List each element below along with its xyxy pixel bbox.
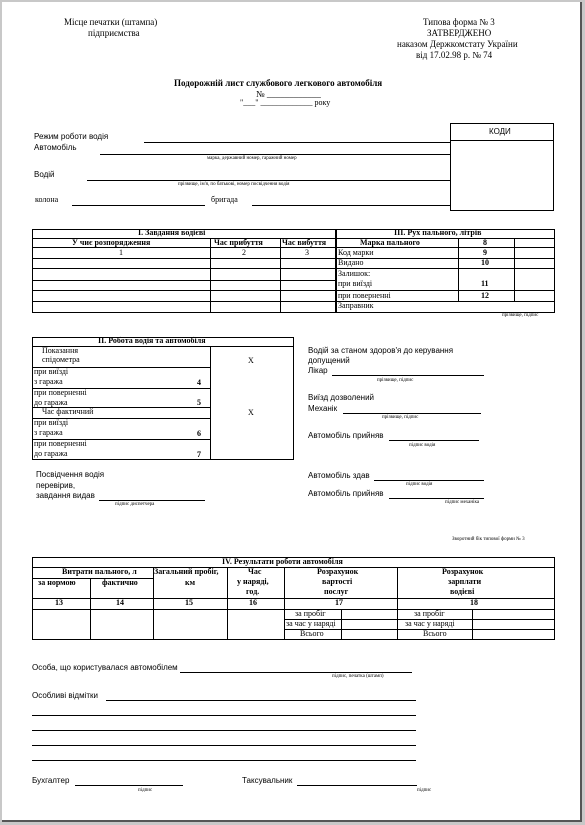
work-exit-label-4: з гаража	[34, 428, 63, 437]
approved-label: ЗАТВЕРДЖЕНО	[427, 28, 492, 38]
form-number: Типова форма № 3	[423, 17, 495, 27]
person-field[interactable]	[180, 672, 412, 673]
accepted-2-hint: підпис механіка	[445, 500, 480, 505]
mechanic-field[interactable]	[343, 413, 481, 414]
results-hours-1: Час	[248, 567, 262, 576]
work-odo-label-2: спідометра	[42, 355, 80, 364]
notes-label: Особливі відмітки	[32, 691, 98, 700]
notes-line-1[interactable]	[106, 700, 416, 701]
results-num-16: 16	[249, 598, 257, 607]
accepted-label: Автомобіль прийняв	[308, 431, 384, 440]
calc-run-label: за пробіг	[295, 609, 326, 618]
task-col-depart: Час вибуття	[282, 238, 327, 247]
work-ret-label-4: до гаража	[34, 449, 68, 458]
cert-label-2: перевірив,	[36, 481, 76, 490]
fueler-label: Заправник	[338, 301, 374, 310]
taxer-label: Таксувальник	[242, 776, 293, 785]
fuel-exit-label: при виїзді	[338, 279, 373, 288]
enterprise-label: підприємства	[88, 28, 140, 38]
task-num-1: 1	[119, 248, 123, 257]
work-mode-field[interactable]	[144, 142, 450, 143]
mechanic-hint: прізвище, підпис	[382, 415, 419, 420]
notes-line-3[interactable]	[32, 730, 416, 731]
work-num-7: 7	[197, 450, 201, 459]
salary-run-label: за пробіг	[414, 609, 445, 618]
results-title: IV. Результати роботи автомобіля	[222, 557, 343, 566]
work-x-2: Х	[248, 408, 254, 417]
doctor-field[interactable]	[332, 375, 484, 376]
salary-total-label: Всього	[423, 629, 447, 638]
cert-label-3: завдання видав	[36, 491, 95, 500]
salary-time-label: за час у наряді	[405, 619, 455, 628]
results-fuel-use: Витрати пального, л	[62, 567, 137, 576]
fuel-code-label: Код марки	[338, 248, 374, 257]
doctor-label: Лікар	[308, 366, 328, 375]
task-num-3: 3	[305, 248, 309, 257]
results-calc-2: вартості	[322, 577, 353, 586]
taxer-field[interactable]	[297, 785, 417, 786]
results-num-18: 18	[470, 598, 478, 607]
car-field[interactable]	[100, 154, 450, 155]
car-label: Автомобіль	[34, 143, 77, 152]
person-hint: підпис, печатка (штамп)	[332, 674, 384, 679]
codes-label: КОДИ	[489, 127, 511, 136]
taxer-hint: підпис	[417, 788, 432, 793]
column-label: колона	[35, 195, 59, 204]
order-line-1: наказом Держкомстату України	[397, 39, 518, 49]
fuel-num-12: 12	[481, 291, 489, 300]
fuel-num-10: 10	[481, 258, 489, 267]
results-hours-2: у наряді,	[237, 577, 269, 586]
calc-time-label: за час у наряді	[286, 619, 336, 628]
calc-total-label: Всього	[300, 629, 324, 638]
notes-line-2[interactable]	[32, 715, 416, 716]
work-mode-label: Режим роботи водія	[34, 132, 109, 141]
work-x-1: Х	[248, 356, 254, 365]
notes-line-5[interactable]	[32, 760, 416, 761]
work-exit-label-2: з гаража	[34, 377, 63, 386]
brigade-field[interactable]	[252, 205, 450, 206]
results-num-17: 17	[335, 598, 343, 607]
results-norm: за нормою	[38, 578, 76, 587]
task-col-order: У чиє розпорядження	[72, 238, 151, 247]
work-title: ІІ. Робота водія та автомобіля	[98, 336, 206, 345]
handed-field[interactable]	[374, 480, 484, 481]
work-odo-label-1: Показання	[42, 346, 79, 355]
fueler-hint: прізвище, підпис	[502, 313, 539, 318]
accountant-label: Бухгалтер	[32, 776, 70, 785]
accepted-2-label: Автомобіль прийняв	[308, 489, 384, 498]
cert-label-1: Посвідчення водія	[36, 470, 105, 479]
task-title: І. Завдання водієві	[138, 228, 206, 237]
fuel-return-label: при поверненні	[338, 291, 391, 300]
results-num-13: 13	[55, 598, 63, 607]
work-exit-label-1: при виїзді	[34, 367, 69, 376]
work-ret-label-2: до гаража	[34, 398, 68, 407]
results-total-run-2: км	[185, 578, 196, 587]
person-label: Особа, що користувалася автомобілем	[32, 663, 178, 672]
fuel-num-11: 11	[481, 279, 489, 288]
work-exit-label-3: при виїзді	[34, 418, 69, 427]
driver-hint: прізвище, ім'я, по батькові, номер посвідчення водія	[178, 182, 290, 187]
back-side-label: Зворотний бік типової форми № 3	[452, 537, 525, 542]
fuel-remain-label: Залишок:	[338, 269, 371, 278]
car-hint: марка, державний номер, гаражний номер	[207, 156, 297, 161]
order-line-2: від 17.02.98 р. № 74	[416, 50, 493, 60]
column-field[interactable]	[72, 205, 205, 206]
mechanic-label: Механік	[308, 404, 338, 413]
work-num-6: 6	[197, 429, 201, 438]
brigade-label: бригада	[211, 195, 238, 204]
results-hours-3: год.	[246, 587, 260, 596]
results-num-14: 14	[116, 598, 124, 607]
stamp-place-label: Місце печатки (штампа)	[64, 17, 158, 27]
results-salary-1: Розрахунок	[442, 567, 484, 576]
accepted-hint: підпис водія	[409, 443, 436, 448]
work-ret-label-3: при поверненні	[34, 439, 87, 448]
form-title: Подорожній лист службового легкового автомобіля	[174, 78, 383, 88]
fuel-title: ІІІ. Рух пального, літрів	[394, 228, 482, 237]
driver-label: Водій	[34, 170, 55, 179]
results-salary-3: водієві	[450, 587, 475, 596]
results-calc-1: Розрахунок	[317, 567, 359, 576]
dispatcher-field[interactable]	[99, 500, 205, 501]
health-label-2: допущений	[308, 356, 350, 365]
task-col-arrive: Час прибуття	[214, 238, 263, 247]
results-actual: фактично	[102, 578, 138, 587]
accepted-field[interactable]	[389, 440, 479, 441]
fuel-num-8: 8	[483, 238, 487, 247]
results-num-15: 15	[185, 598, 193, 607]
handed-hint: підпис водія	[406, 482, 433, 487]
fuel-num-9: 9	[483, 248, 487, 257]
waybill-form	[2, 2, 582, 822]
allowed-label: Виїзд дозволений	[308, 393, 375, 402]
health-label-1: Водій за станом здоров'я до керування	[308, 346, 454, 355]
results-calc-3: послуг	[324, 587, 349, 596]
doctor-hint: прізвище, підпис	[377, 378, 414, 383]
accepted-2-field[interactable]	[389, 498, 484, 499]
waybill-date: "___" _____________ року	[240, 98, 331, 107]
handed-label: Автомобіль здав	[308, 471, 370, 480]
work-num-4: 4	[197, 378, 201, 387]
task-num-2: 2	[242, 248, 246, 257]
work-ret-label-1: при поверненні	[34, 388, 87, 397]
dispatcher-hint: підпис диспетчера	[115, 502, 155, 507]
results-total-run-1: Загальний пробіг,	[154, 567, 219, 576]
accountant-field[interactable]	[75, 785, 183, 786]
notes-line-4[interactable]	[32, 745, 416, 746]
work-num-5: 5	[197, 398, 201, 407]
codes-box	[450, 123, 554, 211]
work-actual-label: Час фактичний	[42, 407, 94, 416]
fuel-brand-label: Марка пального	[360, 238, 420, 247]
results-salary-2: зарплати	[448, 577, 482, 586]
waybill-number: № ____________	[256, 89, 321, 99]
accountant-hint: підпис	[138, 788, 153, 793]
fuel-issued-label: Видано	[338, 258, 364, 267]
driver-field[interactable]	[87, 180, 450, 181]
